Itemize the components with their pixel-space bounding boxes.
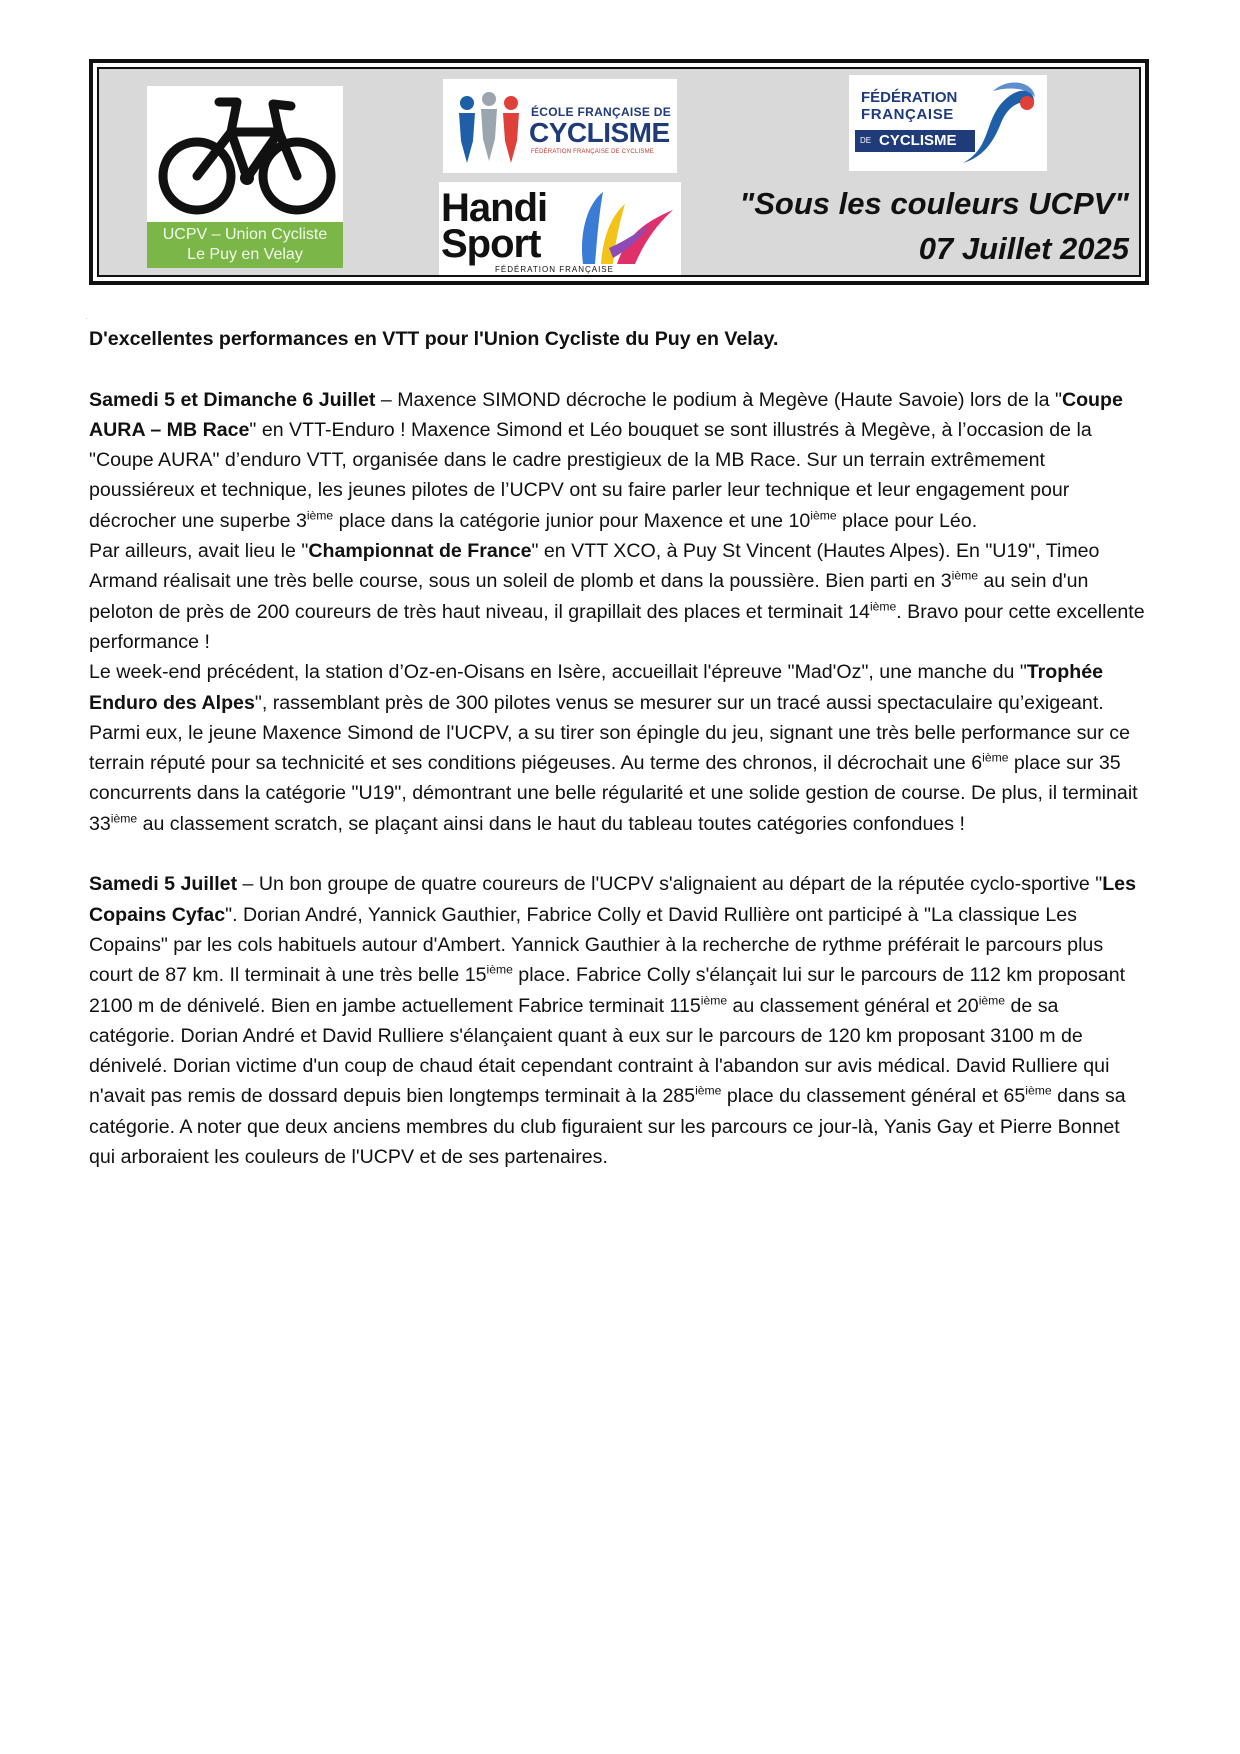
- ucpv-logo: [147, 86, 343, 268]
- section4-text: place. Fabrice Colly s'élançait lui sur le parcours de 112 km proposant 2100 m de dénivelé. Bien en jambe actuellement Fabrice terminait 115: [89, 964, 1126, 1017]
- paragraph-section2: [89, 536, 1149, 657]
- section4-text: – Un bon groupe de quatre coureurs de l'UCPV s'alignaient au départ de la réputée cyclo-sportive ": [237, 873, 1103, 896]
- section4-text: place du classement général et 65: [721, 1085, 1026, 1108]
- section3-text: au classement scratch, se plaçant ainsi dans le haut du tableau toutes catégories confondues !: [137, 812, 965, 835]
- section2-text: Par ailleurs, avait lieu le ": [89, 540, 309, 563]
- section4-event: Les Copains Cyfac: [89, 873, 1136, 926]
- section3-sup: ième: [982, 750, 1009, 765]
- spacer: [89, 839, 1149, 869]
- section1-text: place dans la catégorie junior pour Maxence et une 10: [333, 509, 811, 532]
- bicycle-icon: [147, 86, 343, 222]
- handisport-flame-icon: [573, 184, 677, 272]
- efc-title-sub: FÉDÉRATION FRANÇAISE DE CYCLISME: [531, 149, 654, 155]
- intro-heading-text: D'excellentes performances en VTT pour l'Union Cycliste du Puy en Velay.: [89, 328, 779, 350]
- section1-lead: Samedi 5 et Dimanche 6 Juillet: [89, 388, 376, 411]
- handisport-word2: Sport: [441, 222, 541, 266]
- dot-mark: ·: [86, 316, 88, 321]
- header-inner: [97, 67, 1141, 277]
- paragraph-section3: [89, 657, 1149, 839]
- paragraph-section1: [89, 385, 1149, 536]
- handisport-logo: [439, 182, 681, 277]
- section1-text: – Maxence SIMOND décroche le podium à Megève (Haute Savoie) lors de la ": [375, 388, 1062, 411]
- ffc-line2: FRANÇAISE: [861, 106, 954, 123]
- paragraph-section4: [89, 869, 1149, 1172]
- spacer: [89, 354, 1149, 384]
- ffc-logo: [849, 75, 1047, 171]
- section4-sup: ième: [1025, 1083, 1052, 1098]
- article-body: [89, 324, 1149, 1172]
- section2-text: au sein d'un peloton de près de 200 coureurs de très haut niveau, il grapillait des places et terminait 14: [89, 570, 1089, 623]
- ffc-line1: FÉDÉRATION: [861, 89, 958, 106]
- section3-text: place sur 35 concurrents dans la catégorie "U19", démontrant une belle régularité et une solide gestion de course. De plus, il terminait 33: [89, 752, 1138, 835]
- section4-sup: ième: [700, 993, 728, 1007]
- section2-text: . Bravo pour cette excellente performance !: [89, 600, 1145, 653]
- section4-text: de sa catégorie. Dorian André et David Rulliere s'élançaient quant à eux sur le parcours de 120 km proposant 3100 m de dénivelé. Dorian victime d'un coup de chaud était cependant contraint à l'abandon sur avis médical. David Rulliere qui n'avait pas remis de dossard depuis bien longtemps terminait à la 285: [89, 994, 1110, 1108]
- intro-heading: [89, 324, 1149, 354]
- efc-title-top: ÉCOLE FRANÇAISE DE: [531, 105, 672, 119]
- section4-text: au classement général et 20: [727, 994, 979, 1017]
- ffc-de: DE: [860, 136, 872, 145]
- section2-text: " en VTT XCO, à Puy St Vincent (Hautes Alpes). En "U19", Timeo Armand réalisait une très belle course, sous un soleil de plomb et dans la poussière. Bien parti en 3: [89, 540, 1100, 593]
- section1-text: place pour Léo.: [836, 509, 978, 532]
- section4-sup: ième: [978, 993, 1006, 1007]
- section1-sup: ième: [810, 508, 837, 523]
- section1-text: " en VTT-Enduro ! Maxence Simond et Léo bouquet se sont illustrés à Megève, à l’occasion de la "Coupe AURA" d’enduro VTT, organisée dans le cadre prestigieux de la MB Race. Sur un terrain extrêmement poussiéreux et technique, les jeunes pilotes de l’UCPV ont su faire parler leur technique et leur engagement pour décrocher une superbe 3: [89, 418, 1092, 532]
- section4-text: ". Dorian André, Yannick Gauthier, Fabrice Colly et David Rullière ont participé à "La classique Les Copains" par les cols habituels autour d'Ambert. Yannick Gauthier à la recherche de rythme préférait le parcours plus court de 87 km. Il terminait à une très belle 15: [89, 903, 1104, 987]
- section4-lead: Samedi 5 Juillet: [89, 873, 238, 896]
- ffc-line3: CYCLISME: [879, 132, 957, 149]
- handisport-word1: Handi: [441, 186, 548, 230]
- ffc-swoosh-icon: [953, 77, 1043, 167]
- page-title: "Sous les couleurs UCPV": [739, 186, 1129, 221]
- section3-sup: ième: [110, 811, 138, 826]
- section3-event: Trophée Enduro des Alpes: [89, 661, 1104, 714]
- section3-text: ", rassemblant près de 300 pilotes venus se mesurer sur un tracé aussi spectaculaire qu’exigeant. Parmi eux, le jeune Maxence Simond de l'UCPV, a su tirer son épingle du jeu, signant une très belle performance sur ce terrain réputé pour sa technicité et ses conditions piégeuses. Au terme des chronos, il décrochait une 6: [89, 691, 1130, 775]
- section2-sup: ième: [951, 568, 978, 583]
- handisport-sub: FÉDÉRATION FRANÇAISE: [495, 265, 614, 274]
- section2-sup: ième: [869, 599, 897, 614]
- section3-text: Le week-end précédent, la station d’Oz-en-Oisans en Isère, accueillait l'épreuve "Mad'Oz", une manche du ": [89, 661, 1027, 684]
- section2-event: Championnat de France: [308, 540, 532, 563]
- children-cyclists-icon: [447, 85, 531, 169]
- efc-logo: [443, 79, 677, 173]
- section1-event: Coupe AURA – MB Race: [89, 388, 1123, 441]
- ucpv-label-line1: UCPV – Union Cycliste: [162, 226, 328, 243]
- section1-sup: ième: [306, 508, 334, 523]
- section4-sup: ième: [695, 1083, 722, 1098]
- page-date: 07 Juillet 2025: [918, 231, 1129, 266]
- ucpv-label: [147, 222, 343, 268]
- ucpv-label-line2: Le Puy en Velay: [187, 246, 303, 263]
- section4-sup: ième: [486, 962, 513, 977]
- section4-text: dans sa catégorie. A noter que deux anciens membres du club figuraient sur les parcours ce jour-là, Yanis Gay et Pierre Bonnet qui arboraient les couleurs de l'UCPV et de ses partenaires.: [89, 1085, 1126, 1169]
- header-banner: [89, 59, 1149, 285]
- efc-title-main: CYCLISME: [529, 117, 670, 148]
